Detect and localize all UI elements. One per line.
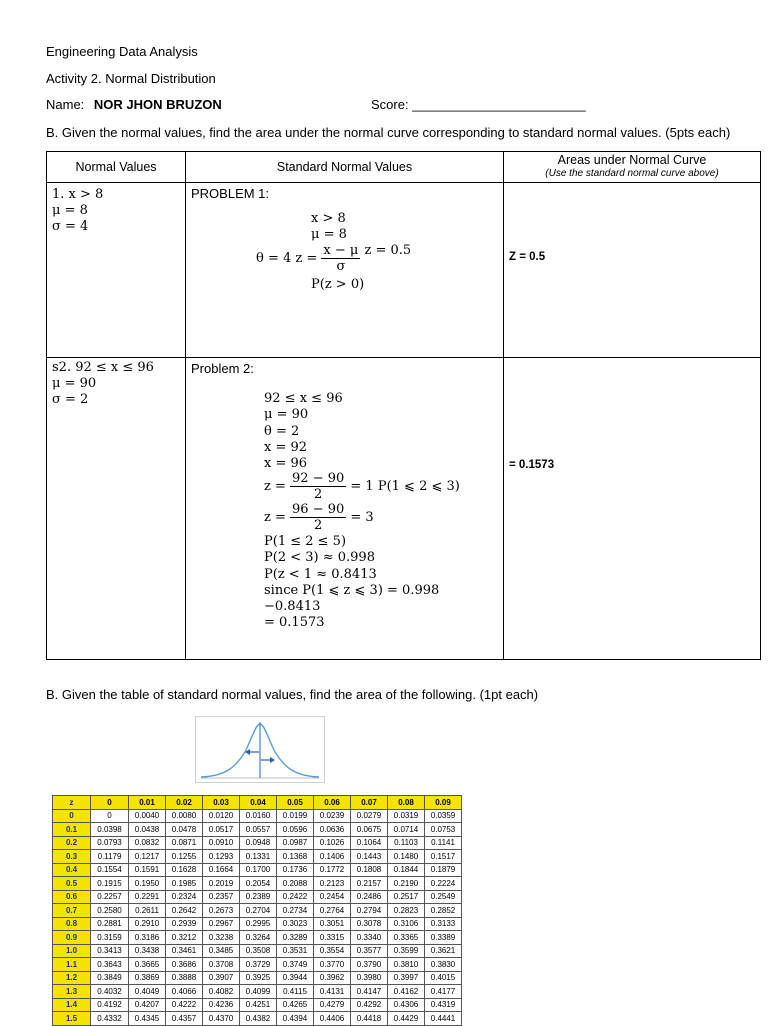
z-cell: 0.2642: [166, 904, 203, 918]
z-cell: 0.4429: [388, 1012, 425, 1026]
z-cell: 0.0398: [91, 823, 129, 837]
problem1-row: [47, 183, 761, 358]
z-cell: 0.1368: [277, 850, 314, 864]
z-cell: 0.1217: [129, 850, 166, 864]
z-cell: 0.3770: [314, 958, 351, 972]
z-cell: 0.3962: [314, 971, 351, 985]
z-cell: 0.1985: [166, 877, 203, 891]
z-cell: 0.3554: [314, 944, 351, 958]
z-cell: 0.2291: [129, 890, 166, 904]
score-field: Score: ________________________: [371, 97, 586, 112]
z-cell: 0.1950: [129, 877, 166, 891]
problem1-answer: Z = 0.5: [509, 251, 546, 263]
problem2-label: Problem 2:: [191, 361, 254, 376]
z-row-label: 1.5: [53, 1012, 91, 1026]
z-cell: 0.0832: [129, 836, 166, 850]
col-subheader: (Use the standard normal curve above): [545, 168, 719, 179]
col-header-normal-values: Normal Values: [47, 152, 186, 183]
z-cell: 0.0636: [314, 823, 351, 837]
z-cell: 0.2995: [240, 917, 277, 931]
z-cell: 0.1664: [203, 863, 240, 877]
z-cell: 0.3289: [277, 931, 314, 945]
z-cell: 0.3133: [425, 917, 462, 931]
z-cell: 0.3577: [351, 944, 388, 958]
z-cell: 0.3389: [425, 931, 462, 945]
z-cell: 0.3413: [91, 944, 129, 958]
z-cell: 0.3729: [240, 958, 277, 972]
z-cell: 0.1844: [388, 863, 425, 877]
z-cell: 0.0557: [240, 823, 277, 837]
z-cell: 0.4319: [425, 998, 462, 1012]
z-cell: 0.1554: [91, 863, 129, 877]
z-cell: 0.3869: [129, 971, 166, 985]
z-cell: 0.2823: [388, 904, 425, 918]
z-cell: 0.1736: [277, 863, 314, 877]
z-cell: 0.4418: [351, 1012, 388, 1026]
z-cell: 0.0040: [129, 809, 166, 823]
z-cell: 0.2881: [91, 917, 129, 931]
z-cell: 0.4131: [314, 985, 351, 999]
z-table: [52, 795, 462, 1026]
z-cell: 0.1808: [351, 863, 388, 877]
z-cell: 0.2157: [351, 877, 388, 891]
z-cell: 0.2967: [203, 917, 240, 931]
z-cell: 0.2422: [277, 890, 314, 904]
z-table-header: z 0 0.01 0.02 0.03 0.04 0.05 0.06 0.07 0.08 0.09: [53, 796, 462, 810]
table-row: [53, 917, 462, 931]
z-cell: 0.3643: [91, 958, 129, 972]
z-cell: 0.4115: [277, 985, 314, 999]
z-cell: 0.2910: [129, 917, 166, 931]
z-cell: 0.3051: [314, 917, 351, 931]
z-cell: 0.4222: [166, 998, 203, 1012]
z-cell: 0.4357: [166, 1012, 203, 1026]
table-header-row: [47, 152, 761, 183]
z-cell: 0.0675: [351, 823, 388, 837]
z-cell: 0.0948: [240, 836, 277, 850]
z-cell: 0.3315: [314, 931, 351, 945]
z-cell: 0.3461: [166, 944, 203, 958]
z-cell: 0.1026: [314, 836, 351, 850]
col-header-standard-normal-values: Standard Normal Values: [186, 152, 504, 183]
z-cell: 0.2704: [240, 904, 277, 918]
table-row: [53, 904, 462, 918]
problem2-work: Problem 2: 92 ≤ x ≤ 96 μ = 90 θ = 2 x = 92 x = 96 z = $\frac{92 - 90}{2}$ = 1 P(1 ⩽ 2 ⩽ 3) z = $\frac{96 - 90}{2}$ = 3 P(1 ≤ 2 ≤ 5) P(2 < 3) ≈ 0.998 P(z < 1 ≈ 0.8413 since P(1 ⩽ z ⩽ 3) = 0.998 −0.8413 = 0.1573: [186, 358, 504, 660]
z-cell: 0.0199: [277, 809, 314, 823]
z-cell: 0.3849: [91, 971, 129, 985]
table-row: [53, 877, 462, 891]
z-cell: 0.4394: [277, 1012, 314, 1026]
z-cell: 0.0080: [166, 809, 203, 823]
table-row: [53, 809, 462, 823]
z-cell: 0.1443: [351, 850, 388, 864]
z-cell: 0.4162: [388, 985, 425, 999]
z-cell: 0.1179: [91, 850, 129, 864]
normal-curve-image: [195, 716, 325, 783]
table-row: [53, 863, 462, 877]
problem2-row: [47, 358, 761, 660]
z-cell: 0.2357: [203, 890, 240, 904]
z-cell: 0.3340: [351, 931, 388, 945]
z-cell: 0.3888: [166, 971, 203, 985]
z-cell: 0.3621: [425, 944, 462, 958]
z-cell: 0.1293: [203, 850, 240, 864]
table-row: [53, 998, 462, 1012]
z-cell: 0.4370: [203, 1012, 240, 1026]
z-cell: 0.3159: [91, 931, 129, 945]
z-cell: 0.0478: [166, 823, 203, 837]
z-cell: 0.2673: [203, 904, 240, 918]
z-cell: 0.2486: [351, 890, 388, 904]
z-cell: 0.1591: [129, 863, 166, 877]
z-cell: 0.2389: [240, 890, 277, 904]
z-corner: z: [53, 796, 91, 810]
z-cell: 0.4049: [129, 985, 166, 999]
z-cell: 0.1517: [425, 850, 462, 864]
z-cell: 0.4082: [203, 985, 240, 999]
problem2-answer: = 0.1573: [509, 459, 555, 471]
z-cell: 0.3665: [129, 958, 166, 972]
z-cell: 0.4332: [91, 1012, 129, 1026]
z-cell: 0.4251: [240, 998, 277, 1012]
z-cell: 0.3212: [166, 931, 203, 945]
course-title: Engineering Data Analysis: [46, 44, 198, 59]
z-cell: 0.2190: [388, 877, 425, 891]
z-cell: 0.2549: [425, 890, 462, 904]
problem2-z2-formula: z = $\frac{96 - 90}{2}$ = 3: [264, 502, 374, 533]
z-cell: 0.1406: [314, 850, 351, 864]
z-row-label: 0.2: [53, 836, 91, 850]
z-cell: 0.3810: [388, 958, 425, 972]
z-cell: 0.2123: [314, 877, 351, 891]
z-row-label: 1.0: [53, 944, 91, 958]
table-row: [53, 890, 462, 904]
z-cell: 0.2580: [91, 904, 129, 918]
z-row-label: 0: [53, 809, 91, 823]
z-cell: 0.3749: [277, 958, 314, 972]
problem2-answer-cell: [504, 358, 761, 660]
z-cell: 0.0359: [425, 809, 462, 823]
z-cell: 0.0438: [129, 823, 166, 837]
z-cell: 0.3944: [277, 971, 314, 985]
z-row-label: 0.9: [53, 931, 91, 945]
z-cell: 0.3907: [203, 971, 240, 985]
z-cell: 0.3186: [129, 931, 166, 945]
table-row: [53, 1012, 462, 1026]
z-cell: 0.2939: [166, 917, 203, 931]
z-cell: 0.2852: [425, 904, 462, 918]
name-label: Name:: [46, 97, 85, 112]
z-cell: 0.1628: [166, 863, 203, 877]
z-cell: 0.4066: [166, 985, 203, 999]
z-cell: 0.4177: [425, 985, 462, 999]
z-cell: 0.3925: [240, 971, 277, 985]
z-row-label: 0.6: [53, 890, 91, 904]
z-cell: 0.3686: [166, 958, 203, 972]
z-row-label: 1.4: [53, 998, 91, 1012]
z-cell: 0.3997: [388, 971, 425, 985]
z-cell: 0.0160: [240, 809, 277, 823]
z-cell: 0.3365: [388, 931, 425, 945]
z-cell: 0.0517: [203, 823, 240, 837]
table-row: [53, 836, 462, 850]
table-row: [53, 944, 462, 958]
table-row: [53, 823, 462, 837]
z-cell: 0.3531: [277, 944, 314, 958]
z-cell: 0.4265: [277, 998, 314, 1012]
name-row: [46, 97, 222, 112]
z-cell: 0.1064: [351, 836, 388, 850]
z-cell: 0.4015: [425, 971, 462, 985]
z-cell: 0.1103: [388, 836, 425, 850]
z-cell: 0.4236: [203, 998, 240, 1012]
z-cell: 0.4306: [388, 998, 425, 1012]
z-cell: 0: [91, 809, 129, 823]
table-row: [53, 971, 462, 985]
z-cell: 0.3106: [388, 917, 425, 931]
z-row-label: 1.3: [53, 985, 91, 999]
z-cell: 0.4279: [314, 998, 351, 1012]
z-cell: 0.3264: [240, 931, 277, 945]
z-cell: 0.0120: [203, 809, 240, 823]
z-cell: 0.1141: [425, 836, 462, 850]
z-cell: 0.4207: [129, 998, 166, 1012]
z-cell: 0.3023: [277, 917, 314, 931]
z-cell: 0.2019: [203, 877, 240, 891]
z-row-label: 1.2: [53, 971, 91, 985]
z-cell: 0.0793: [91, 836, 129, 850]
problem1-work: PROBLEM 1: x > 8 μ = 8 θ = 4 z = $\frac{x - \mu}{\sigma}$ z = 0.5 P(z > 0): [186, 183, 504, 358]
z-cell: 0.3078: [351, 917, 388, 931]
z-cell: 0.0987: [277, 836, 314, 850]
z-cell: 0.0596: [277, 823, 314, 837]
z-cell: 0.4382: [240, 1012, 277, 1026]
z-cell: 0.4032: [91, 985, 129, 999]
z-cell: 0.1700: [240, 863, 277, 877]
z-cell: 0.3790: [351, 958, 388, 972]
z-cell: 0.1255: [166, 850, 203, 864]
name-value: NOR JHON BRUZON: [93, 97, 222, 112]
z-cell: 0.3508: [240, 944, 277, 958]
z-cell: 0.2257: [91, 890, 129, 904]
problem1-z-formula: θ = 4 z = $\frac{x - \mu}{\sigma}$ z = 0.5: [256, 243, 412, 274]
z-cell: 0.4345: [129, 1012, 166, 1026]
problems-table: [46, 151, 761, 660]
section2-instruction: B. Given the table of standard normal values, find the area of the following. (1pt each): [46, 687, 539, 702]
z-row-label: 0.1: [53, 823, 91, 837]
problem2-given: s2. 92 ≤ x ≤ 96 μ = 90 σ = 2: [47, 358, 186, 660]
z-row-label: 0.5: [53, 877, 91, 891]
z-row-label: 0.4: [53, 863, 91, 877]
z-cell: 0.3485: [203, 944, 240, 958]
problem1-given: 1. x > 8 μ = 8 σ = 4: [47, 183, 186, 358]
z-cell: 0.4192: [91, 998, 129, 1012]
activity-title: Activity 2. Normal Distribution: [46, 71, 216, 86]
z-cell: 0.1480: [388, 850, 425, 864]
z-cell: 0.2088: [277, 877, 314, 891]
z-cell: 0.0714: [388, 823, 425, 837]
z-row-label: 1.1: [53, 958, 91, 972]
section1-instruction: B. Given the normal values, find the area under the normal curve corresponding to standard normal values. (5pts each): [46, 125, 731, 140]
z-cell: 0.0910: [203, 836, 240, 850]
z-cell: 0.2734: [277, 904, 314, 918]
z-cell: 0.3980: [351, 971, 388, 985]
problem1-answer-cell: [504, 183, 761, 358]
z-cell: 0.0319: [388, 809, 425, 823]
z-cell: 0.3830: [425, 958, 462, 972]
z-cell: 0.2054: [240, 877, 277, 891]
z-cell: 0.1772: [314, 863, 351, 877]
table-row: [53, 850, 462, 864]
table-row: [53, 931, 462, 945]
table-row: [53, 958, 462, 972]
z-cell: 0.0753: [425, 823, 462, 837]
z-cell: 0.1879: [425, 863, 462, 877]
table-row: [53, 985, 462, 999]
problem2-z1-formula: z = $\frac{92 - 90}{2}$ = 1 P(1 ⩽ 2 ⩽ 3): [264, 471, 460, 502]
z-row-label: 0.3: [53, 850, 91, 864]
z-cell: 0.1331: [240, 850, 277, 864]
z-cell: 0.1915: [91, 877, 129, 891]
z-cell: 0.2517: [388, 890, 425, 904]
z-cell: 0.2454: [314, 890, 351, 904]
z-cell: 0.2611: [129, 904, 166, 918]
z-cell: 0.4147: [351, 985, 388, 999]
z-cell: 0.3438: [129, 944, 166, 958]
z-cell: 0.4406: [314, 1012, 351, 1026]
z-cell: 0.2794: [351, 904, 388, 918]
z-cell: 0.3238: [203, 931, 240, 945]
z-cell: 0.2764: [314, 904, 351, 918]
z-row-label: 0.8: [53, 917, 91, 931]
z-cell: 0.4441: [425, 1012, 462, 1026]
z-cell: 0.0239: [314, 809, 351, 823]
z-cell: 0.3599: [388, 944, 425, 958]
problem1-label: PROBLEM 1:: [191, 186, 270, 201]
z-cell: 0.4099: [240, 985, 277, 999]
col-header-areas: Areas under Normal Curve (Use the standard normal curve above): [504, 152, 761, 183]
z-cell: 0.3708: [203, 958, 240, 972]
z-cell: 0.2224: [425, 877, 462, 891]
z-cell: 0.2324: [166, 890, 203, 904]
z-cell: 0.4292: [351, 998, 388, 1012]
z-row-label: 0.7: [53, 904, 91, 918]
z-cell: 0.0279: [351, 809, 388, 823]
z-cell: 0.0871: [166, 836, 203, 850]
